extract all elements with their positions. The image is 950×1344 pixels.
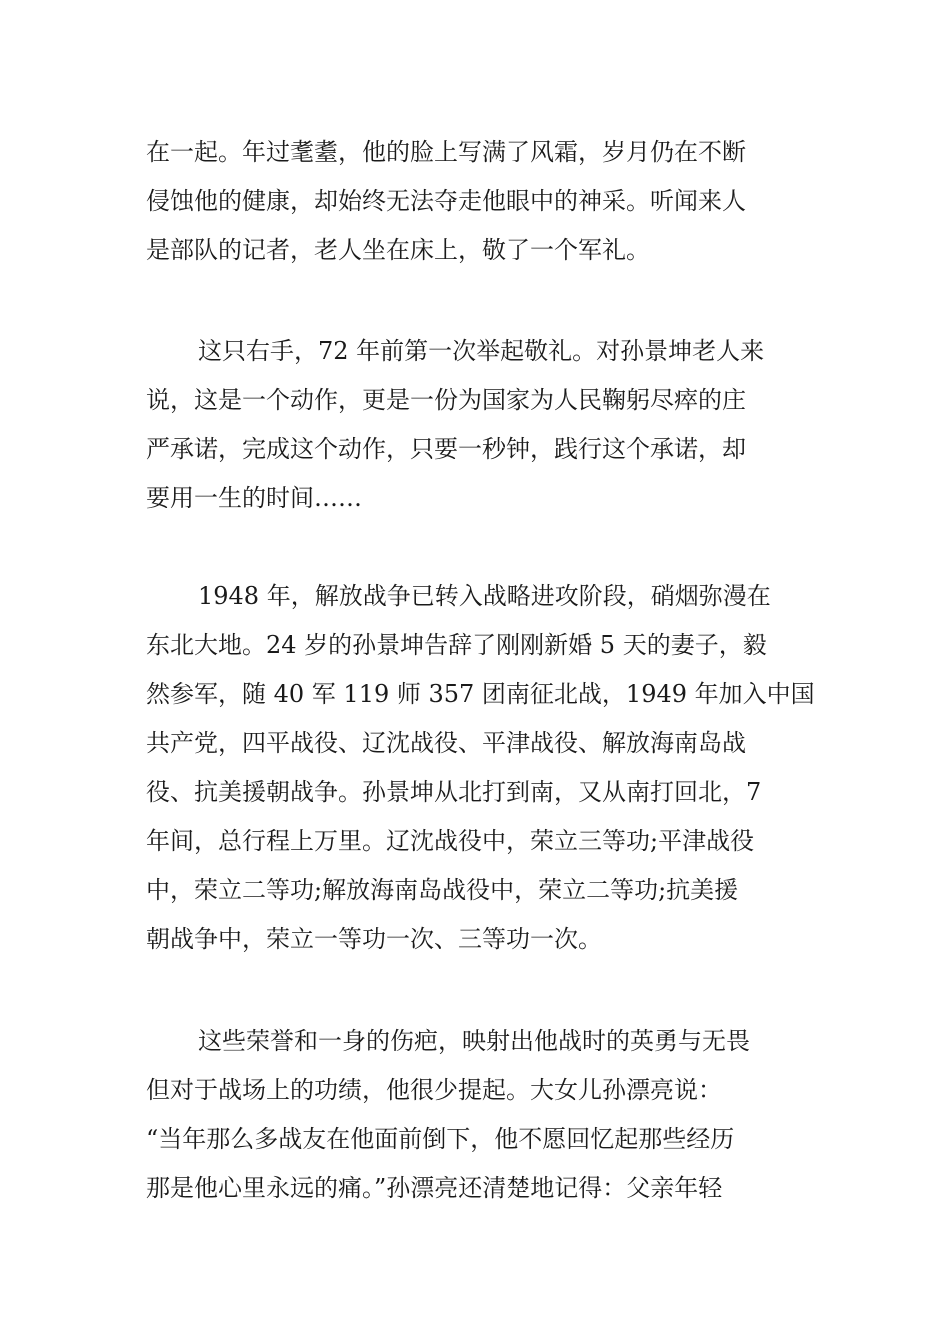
paragraph-line: 年间，总行程上万里。辽沈战役中，荣立三等功;平津战役: [146, 827, 755, 855]
paragraph-line: 然参军，随 40 军 119 师 357 团南征北战，1949 年加入中国: [146, 680, 815, 708]
paragraph-line: 这些荣誉和一身的伤疤，映射出他战时的英勇与无畏: [198, 1027, 750, 1055]
paragraph-3: [146, 572, 815, 964]
paragraph-4: [146, 1017, 806, 1213]
paragraph-line: 东北大地。24 岁的孙景坤告辞了刚刚新婚 5 天的妻子，毅: [146, 631, 767, 659]
paragraph-line: 那是他心里永远的痛。”孙漂亮还清楚地记得：父亲年轻: [146, 1174, 723, 1202]
paragraph-line: 役、抗美援朝战争。孙景坤从北打到南，又从南打回北，7: [146, 778, 762, 806]
paragraph-line: 是部队的记者，老人坐在床上，敬了一个军礼。: [146, 236, 650, 264]
paragraph-1: [146, 128, 806, 275]
paragraph-line: 说，这是一个动作，更是一份为国家为人民鞠躬尽瘁的庄: [146, 386, 746, 414]
paragraph-line: “当年那么多战友在他面前倒下，他不愿回忆起那些经历: [146, 1125, 735, 1153]
paragraph-line: 严承诺，完成这个动作，只要一秒钟，践行这个承诺，却: [146, 435, 746, 463]
paragraph-line: 朝战争中，荣立一等功一次、三等功一次。: [146, 925, 602, 953]
paragraph-line: 要用一生的时间……: [146, 484, 362, 512]
paragraph-line: 在一起。年过耄耋，他的脸上写满了风霜，岁月仍在不断: [146, 138, 746, 166]
paragraph-2: [146, 327, 806, 523]
paragraph-line: 中，荣立二等功;解放海南岛战役中，荣立二等功;抗美援: [146, 876, 739, 904]
paragraph-line: 1948 年，解放战争已转入战略进攻阶段，硝烟弥漫在: [198, 582, 771, 610]
paragraph-line: 侵蚀他的健康，却始终无法夺走他眼中的神采。听闻来人: [146, 187, 746, 215]
paragraph-line: 但对于战场上的功绩，他很少提起。大女儿孙漂亮说：: [146, 1076, 722, 1104]
paragraph-line: 这只右手，72 年前第一次举起敬礼。对孙景坤老人来: [198, 337, 765, 365]
paragraph-line: 共产党，四平战役、辽沈战役、平津战役、解放海南岛战: [146, 729, 746, 757]
